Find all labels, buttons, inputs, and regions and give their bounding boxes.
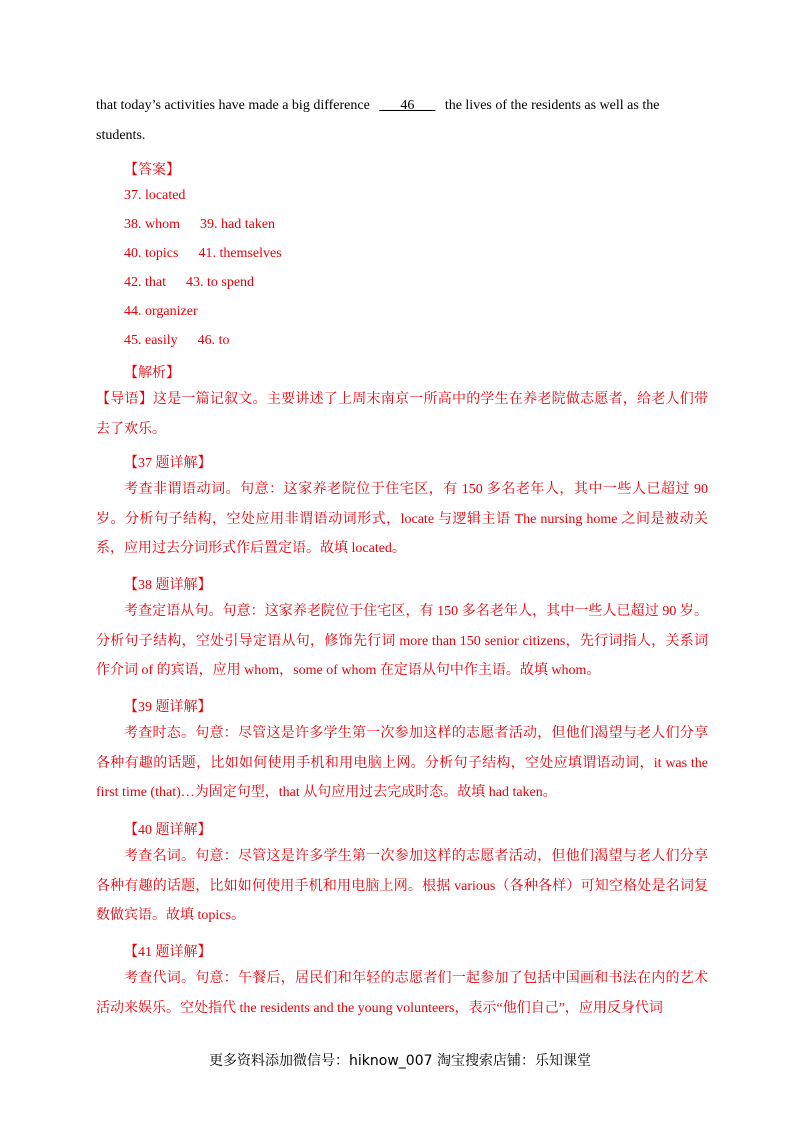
passage-line-2: students. bbox=[96, 128, 146, 143]
answer-42: 42. that bbox=[124, 275, 166, 290]
answer-row bbox=[124, 333, 230, 349]
answer-37: 37. located bbox=[124, 188, 186, 203]
item-40-title: 【40 题详解】 bbox=[124, 823, 212, 838]
item-38-title: 【38 题详解】 bbox=[124, 578, 212, 593]
item-37-text: 考查非谓语动词。句意：这家养老院位于住宅区，有 150 多名老年人，其中一些人已超过 90 岁。分析句子结构，空处应用非谓语动词形式，locate 与逻辑主语 The nursing home 之间是被动关系，应用过去分词形式作后置定语。故填 located。 bbox=[96, 482, 708, 556]
item-39-text: 考查时态。句意：尽管这是许多学生第一次参加这样的志愿者活动，但他们渴望与老人们分享各种有趣的话题，比如如何使用手机和用电脑上网。分析句子结构，空处应填谓语动词，it was the first time (that)…为固定句型，that 从句应用过去完成时态。故填 had taken。 bbox=[96, 726, 708, 800]
answer-39: 39. had taken bbox=[200, 217, 276, 232]
item-41-text: 考查代词。句意：午餐后，居民们和年轻的志愿者们一起参加了包括中国画和书法在内的艺术活动来娱乐。空处指代 the residents and the young volunteers，表示“他们自己”，应用反身代词 bbox=[96, 971, 708, 1016]
answer-46: 46. to bbox=[197, 333, 230, 348]
analysis-heading: 【解析】 bbox=[124, 366, 180, 381]
analysis-intro: 【导语】这是一篇记叙文。主要讲述了上周末南京一所高中的学生在养老院做志愿者，给老人们带去了欢乐。 bbox=[96, 392, 708, 437]
item-41-title: 【41 题详解】 bbox=[124, 945, 212, 960]
answer-44: 44. organizer bbox=[124, 304, 198, 319]
item-38-text: 考查定语从句。句意：这家养老院位于住宅区，有 150 多名老年人，其中一些人已超过 90 岁。分析句子结构，空处引导定语从句，修饰先行词 more than 150 senior citizens，先行词指人，关系词作介词 of 的宾语，应用 whom，some of whom 在定语从句中作主语。故填 whom。 bbox=[96, 604, 708, 678]
answer-40: 40. topics bbox=[124, 246, 179, 261]
passage-line-1 bbox=[96, 98, 659, 114]
item-40-text: 考查名词。句意：尽管这是许多学生第一次参加这样的志愿者活动，但他们渴望与老人们分享各种有趣的话题，比如如何使用手机和用电脑上网。根据 various（各种各样）可知空格处是名词复数做宾语。故填 topics。 bbox=[96, 849, 708, 923]
passage-text-before-blank: that today’s activities have made a big difference bbox=[96, 98, 370, 113]
passage-text-after-blank: the lives of the residents as well as the bbox=[444, 98, 660, 113]
item-39-title: 【39 题详解】 bbox=[124, 700, 212, 715]
answer-38: 38. whom bbox=[124, 217, 180, 232]
answer-43: 43. to spend bbox=[186, 275, 255, 290]
answer-row bbox=[124, 217, 275, 233]
answer-41: 41. themselves bbox=[198, 246, 282, 261]
answer-row bbox=[124, 304, 198, 320]
answer-45: 45. easily bbox=[124, 333, 178, 348]
blank-46: ___46___ bbox=[379, 98, 436, 113]
item-37-title: 【37 题详解】 bbox=[124, 456, 212, 471]
answer-row bbox=[124, 188, 185, 204]
answer-row bbox=[124, 246, 282, 262]
answer-row bbox=[124, 275, 254, 291]
answer-heading: 【答案】 bbox=[124, 163, 180, 178]
page-footer: 更多资料添加微信号：hiknow_007 淘宝搜索店铺：乐知课堂 bbox=[209, 1053, 591, 1069]
